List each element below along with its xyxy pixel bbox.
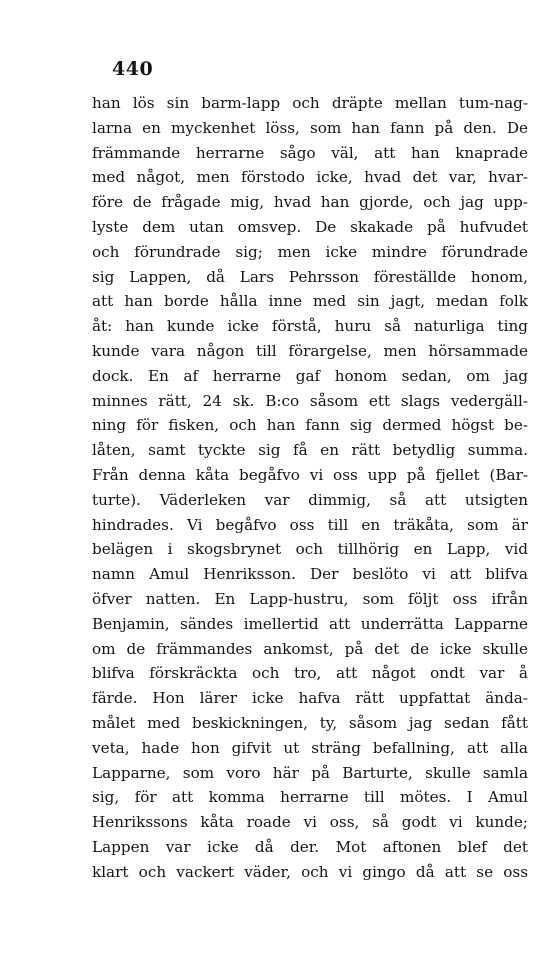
text-line: dock. En af herrarne gaf honom sedan, om jag <box>92 366 528 385</box>
page-number: 440 <box>112 58 154 80</box>
text-line: före de frågade mig, hvad han gjorde, och jag upp- <box>92 193 528 212</box>
text-line: målet med beskickningen, ty, såsom jag sedan fått <box>92 713 528 732</box>
text-line: Från denna kåta begåfvo vi oss upp på fjellet (Bar- <box>92 465 528 484</box>
text-line: lyste dem utan omsvep. De skakade på hufvudet <box>92 217 528 236</box>
text-line: Lappen var icke då der. Mot aftonen blef det <box>92 837 528 856</box>
text-line: sig Lappen, då Lars Pehrsson föreställde honom, <box>92 267 528 286</box>
text-line: Benjamin, sändes imellertid att underrätta Lapparne <box>92 614 528 633</box>
text-line: med något, men förstodo icke, hvad det var, hvar- <box>92 168 528 187</box>
text-line: klart och vackert väder, och vi gingo då att se oss <box>92 862 528 881</box>
text-line: åt: han kunde icke förstå, huru så naturliga ting <box>92 317 528 336</box>
text-line: blifva förskräckta och tro, att något ondt var å <box>92 664 528 683</box>
text-line: främmande herrarne sågo väl, att han knaprade <box>92 143 528 162</box>
text-line: kunde vara någon till förargelse, men hörsammade <box>92 341 528 360</box>
text-line: sig, för att komma herrarne till mötes. I Amul <box>92 788 528 807</box>
text-line: Lapparne, som voro här på Barturte, skulle samla <box>92 763 528 782</box>
text-line: öfver natten. En Lapp-hustru, som följt oss ifrån <box>92 589 528 608</box>
text-line: belägen i skogsbrynet och tillhörig en Lapp, vid <box>92 540 528 559</box>
text-line: han lös sin barm-lapp och dräpte mellan tum-nag- <box>92 94 528 112</box>
text-line: att han borde hålla inne med sin jagt, medan folk <box>92 292 528 311</box>
text-line: turte). Väderleken var dimmig, så att utsigten <box>92 490 528 509</box>
text-line: ning för fisken, och han fann sig dermed högst be- <box>92 416 528 435</box>
text-line: färde. Hon lärer icke hafva rätt uppfattat ända- <box>92 689 528 708</box>
text-line: veta, hade hon gifvit ut sträng befallning, att alla <box>92 738 528 757</box>
text-line: om de främmandes ankomst, på det de icke skulle <box>92 639 528 658</box>
text-line: larna en myckenhet löss, som han fann på den. De <box>92 118 528 137</box>
text-line: låten, samt tyckte sig få en rätt betydlig summa. <box>92 441 528 460</box>
text-line: och förundrade sig; men icke mindre förundrade <box>92 242 528 261</box>
text-line: hindrades. Vi begåfvo oss till en träkåta, som är <box>92 515 528 534</box>
text-line: Henrikssons kåta roade vi oss, så godt vi kunde; <box>92 813 528 832</box>
text-line: namn Amul Henriksson. Der beslöto vi att blifva <box>92 565 528 584</box>
body-text <box>92 91 528 885</box>
text-line: minnes rätt, 24 sk. B:co såsom ett slags vedergäll- <box>92 391 528 410</box>
